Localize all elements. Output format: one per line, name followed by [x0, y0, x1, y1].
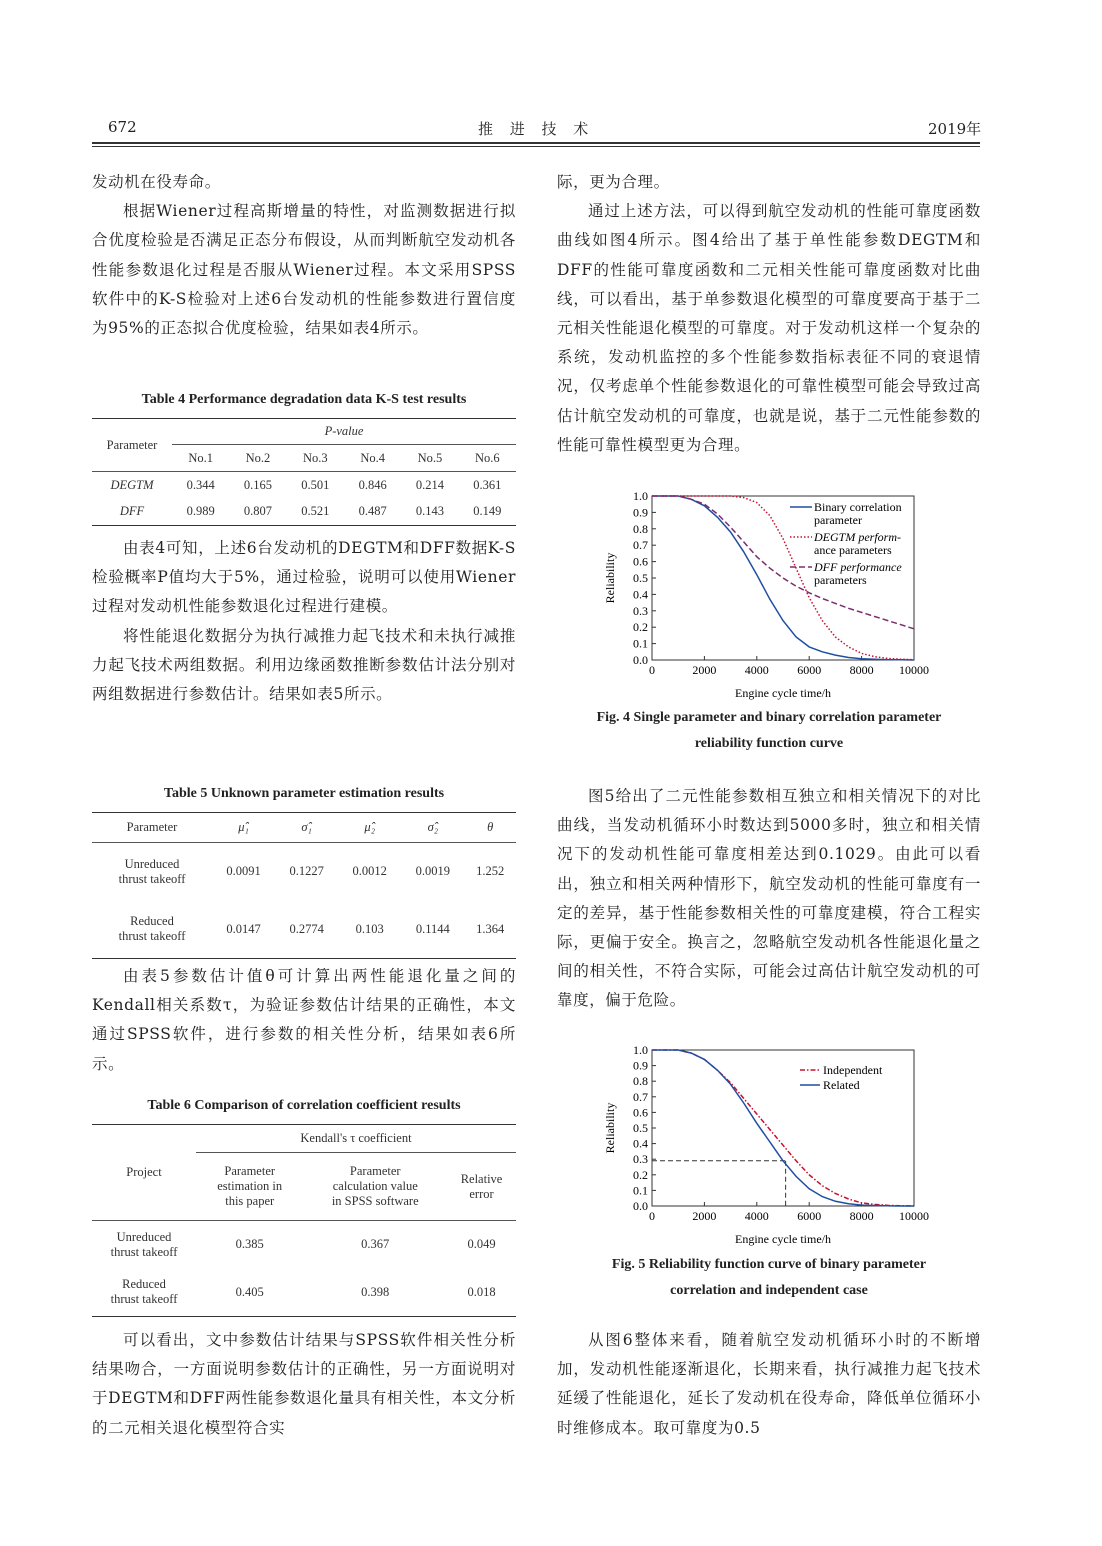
header-line: Parameter — [349, 1164, 401, 1178]
y-axis-label: Reliability — [603, 552, 617, 604]
x-tick-label: 6000 — [797, 1209, 822, 1223]
y-tick-label: 0.4 — [633, 1136, 648, 1151]
table-title: Table 5 Unknown parameter estimation results — [163, 786, 445, 801]
y-tick-label: 0.7 — [633, 1089, 648, 1104]
table-header: Parameter — [126, 820, 178, 834]
paragraph: 将性能退化数据分为执行减推力起飞技术和未执行减推力起飞技术两组数据。利用边缘函数推断参数估计法分别对两组数据进行参数估计。结果如表5所示。 — [92, 626, 516, 704]
paragraph: 发动机在役寿命。 — [92, 173, 221, 191]
y-axis-label: Reliability — [603, 1102, 617, 1154]
table-cell: 0.143 — [415, 504, 445, 519]
table-row — [92, 843, 516, 901]
header-rule-thin — [92, 146, 980, 147]
table-cell: 0.0012 — [352, 864, 387, 879]
table-header — [447, 1153, 516, 1221]
paragraph: 由表4可知，上述6台发动机的DEGTM和DFF数据K-S检验概率P值均大于5%，通过检验，说明可以使用Wiener过程对发动机性能参数退化过程进行建模。 — [92, 539, 516, 616]
y-tick-label: 0.6 — [633, 554, 648, 569]
table-title: Table 4 Performance degradation data K-S test results — [141, 392, 467, 407]
legend — [790, 500, 902, 587]
row-label: thrust takeoff — [110, 1292, 178, 1307]
table-header: θ — [487, 820, 494, 834]
table-header: No.1 — [188, 450, 213, 465]
series-line — [652, 496, 914, 660]
table-row — [92, 1269, 516, 1317]
table-cell: 0.361 — [473, 477, 502, 492]
legend-label: DFF performance — [814, 560, 902, 574]
table-cell — [92, 843, 212, 901]
table-header: σ̂₁ — [301, 820, 312, 834]
x-tick-label: 8000 — [849, 663, 874, 677]
figure-4-chart — [580, 486, 940, 704]
y-tick-label: 0.5 — [633, 1121, 648, 1135]
table-6 — [92, 1098, 516, 1317]
y-tick-label: 0.2 — [633, 620, 648, 635]
x-tick-label: 2000 — [692, 663, 717, 677]
table-header: P-value — [172, 419, 516, 445]
plot-frame — [652, 496, 914, 660]
table-cell: 0.398 — [361, 1284, 390, 1299]
right-column-bottom — [557, 1326, 981, 1443]
paragraph: 可以看出，文中参数估计结果与SPSS软件相关性分析结果吻合，一方面说明参数估计的正确性，另一方面说明对于DEGTM和DFF两性能参数退化量具有相关性，本文分析的二元相关退化模型符合实 — [92, 1331, 516, 1437]
page-number: 672 — [108, 118, 137, 136]
table-cell: 0.0019 — [415, 864, 451, 879]
caption-line: reliability function curve — [694, 736, 844, 751]
table-cell: 0.018 — [467, 1284, 496, 1299]
y-tick-label: 0.0 — [633, 1199, 648, 1213]
table-header: No.5 — [417, 450, 443, 465]
table-cell: 0.989 — [186, 504, 215, 519]
table-cell: 0.165 — [243, 477, 273, 492]
table-header: No.2 — [245, 450, 271, 465]
y-tick-label: 0.3 — [633, 603, 648, 618]
y-tick-label: 0.3 — [633, 1152, 648, 1167]
table-4 — [92, 392, 516, 526]
header-line: in SPSS software — [331, 1194, 419, 1208]
table-cell: 0.807 — [243, 504, 273, 519]
table-header: Kendall's τ coefficient — [196, 1125, 516, 1153]
left-column-mid — [92, 534, 516, 709]
y-tick-label: 0.1 — [633, 636, 648, 651]
figure-4-caption — [557, 705, 981, 757]
table-header: μ̂₂ — [364, 820, 376, 834]
paragraph: 由表5参数估计值θ可计算出两性能退化量之间的Kendall相关系数τ，为验证参数估计结果的正确性，本文通过SPSS软件，进行参数的相关性分析，结果如表6所示。 — [92, 967, 516, 1073]
series-line — [652, 496, 914, 660]
table-cell: 0.214 — [415, 477, 445, 492]
header-line: this paper — [225, 1194, 275, 1208]
row-label: thrust takeoff — [118, 929, 186, 944]
paragraph: 通过上述方法，可以得到航空发动机的性能可靠度函数曲线如图4所示。图4给出了基于单性能参数DEGTM和DFF的性能可靠度函数和二元相关性能可靠度函数对比曲线，可以看出，基于单参数退化模型的可靠度要高于基于二元相关性能退化模型的可靠度。对于发动机这样一个复杂的系统，发动机监控的多个性能参数指标表征不同的衰退情况，仅考虑单个性能参数退化的可靠性模型可能会导致过高估计航空发动机的可靠度，也就是说，基于二元性能参数的性能可靠性模型更为合理。 — [557, 202, 981, 454]
header-line: calculation value — [332, 1179, 418, 1193]
table-row — [92, 472, 516, 499]
paragraph: 从图6整体来看，随着航空发动机循环小时的不断增加，发动机性能逐渐退化，长期来看，执行减推力起飞技术延缓了性能退化，延长了发动机在役寿命，降低单位循环小时维修成本。取可靠度为0.5 — [557, 1331, 981, 1437]
table-header: μ̂₁ — [238, 820, 249, 834]
x-tick-label: 0 — [649, 663, 655, 677]
figure-5-chart — [580, 1040, 940, 1250]
header-line: Parameter — [224, 1164, 276, 1178]
right-column-top — [557, 168, 981, 460]
row-label: Reduced — [122, 1277, 166, 1292]
x-tick-label: 8000 — [849, 1209, 874, 1223]
table-header: No.4 — [360, 450, 385, 465]
table-row — [92, 1221, 516, 1269]
table-cell: 0.846 — [358, 477, 387, 492]
table-header: No.6 — [474, 450, 500, 465]
left-column-top — [92, 168, 516, 343]
y-tick-label: 0.9 — [633, 505, 648, 520]
x-tick-label: 0 — [649, 1209, 655, 1223]
table-header: Parameter — [92, 419, 172, 472]
header-line: estimation in — [217, 1179, 283, 1193]
x-axis-label: Engine cycle time/h — [735, 1232, 831, 1246]
caption-line: Fig. 4 Single parameter and binary correlation parameter — [596, 710, 942, 725]
table-cell: 0.501 — [301, 477, 330, 492]
x-tick-label: 10000 — [899, 1209, 929, 1223]
table-cell: 0.1227 — [289, 864, 324, 879]
y-tick-label: 0.8 — [633, 1074, 648, 1089]
figure-5-caption — [557, 1252, 981, 1304]
table-cell: 0.149 — [473, 504, 502, 519]
legend-label: parameters — [814, 573, 867, 587]
y-tick-label: 0.9 — [633, 1058, 648, 1073]
table-header — [303, 1153, 447, 1221]
year: 2019年 — [928, 120, 982, 138]
x-tick-label: 6000 — [797, 663, 822, 677]
table-cell: 0.405 — [235, 1284, 264, 1299]
table-cell: 1.252 — [476, 864, 505, 879]
header-line: Relative — [460, 1171, 503, 1186]
table-cell: 0.367 — [361, 1237, 390, 1252]
legend-label: ance parameters — [814, 543, 892, 557]
table-cell — [92, 901, 212, 959]
caption-line: correlation and independent case — [670, 1283, 868, 1298]
paragraph: 图5给出了二元性能参数相互独立和相关情况下的对比曲线，当发动机循环小时数达到5000多时，独立和相关情况下的发动机性能可靠度相差达到0.1029。由此可以看出，独立和相关两种情形下，航空发动机的性能可靠度有一定的差异，基于性能参数相关性的可靠度建模，符合工程实际，更偏于安全。换言之，忽略航空发动机各性能退化量之间的相关性，不符合实际，可能会过高估计航空发动机的可靠度，偏于危险。 — [557, 787, 981, 1010]
right-column-mid — [557, 782, 981, 1016]
table-cell: 1.364 — [476, 921, 505, 936]
table-cell: 0.0091 — [226, 864, 261, 879]
paragraph: 际，更为合理。 — [557, 173, 670, 191]
x-tick-label: 4000 — [744, 663, 769, 677]
legend — [800, 1063, 883, 1092]
caption-line: Fig. 5 Reliability function curve of binary parameter — [611, 1257, 927, 1272]
legend-label: Independent — [823, 1063, 883, 1077]
table-cell: 0.103 — [355, 921, 384, 936]
table-cell: 0.487 — [358, 504, 387, 519]
left-column-bottom — [92, 1326, 516, 1443]
journal-name: 推 进 技 术 — [478, 120, 595, 138]
row-label: Reduced — [130, 914, 174, 929]
row-label: Unreduced — [124, 856, 180, 871]
table-title: Table 6 Comparison of correlation coefficient results — [147, 1098, 461, 1113]
y-tick-label: 0.5 — [633, 571, 648, 585]
row-label: thrust takeoff — [110, 1244, 178, 1259]
paragraph: 根据Wiener过程高斯增量的特性，对监测数据进行拟合优度检验是否满足正态分布假设，从而判断航空发动机各性能参数退化过程是否服从Wiener过程。本文采用SPSS软件中的K-S检验对上述6台发动机的性能参数进行置信度为95%的正态拟合优度检验，结果如表4所示。 — [92, 202, 516, 338]
x-axis-label: Engine cycle time/h — [735, 686, 831, 700]
table-cell: 0.049 — [467, 1237, 496, 1252]
table-cell: 0.1144 — [415, 921, 450, 936]
table-header: Project — [92, 1125, 196, 1221]
y-tick-label: 0.8 — [633, 521, 648, 536]
table-cell: 0.521 — [301, 504, 330, 519]
row-label: Unreduced — [116, 1229, 172, 1244]
y-tick-label: 0.0 — [633, 653, 648, 667]
y-tick-label: 0.2 — [633, 1167, 648, 1182]
y-tick-label: 1.0 — [633, 489, 648, 503]
table-cell: 0.2774 — [289, 921, 324, 936]
header-line: error — [469, 1186, 494, 1201]
table-cell: 0.0147 — [226, 921, 261, 936]
table-header — [196, 1153, 303, 1221]
table-cell: DFF — [119, 504, 145, 519]
row-label: thrust takeoff — [118, 871, 186, 886]
table-cell: DEGTM — [110, 477, 154, 492]
y-tick-label: 1.0 — [633, 1043, 648, 1057]
x-tick-label: 10000 — [899, 663, 929, 677]
y-tick-label: 0.1 — [633, 1183, 648, 1198]
x-tick-label: 2000 — [692, 1209, 717, 1223]
legend-label: DEGTM perform- — [814, 530, 901, 544]
table-cell — [92, 1269, 196, 1317]
y-tick-label: 0.4 — [633, 587, 648, 602]
header-rule — [92, 142, 980, 144]
table-header: No.3 — [302, 450, 328, 465]
table-5 — [92, 786, 516, 959]
table-row — [92, 901, 516, 959]
left-column-lower — [92, 962, 516, 1079]
y-tick-label: 0.7 — [633, 538, 648, 553]
table-cell — [92, 1221, 196, 1269]
table-cell: 0.385 — [235, 1237, 264, 1252]
y-tick-label: 0.6 — [633, 1105, 648, 1120]
legend-label: Related — [823, 1078, 860, 1092]
legend-label: Binary correlation — [814, 500, 902, 514]
table-cell: 0.344 — [186, 477, 215, 492]
table-row — [92, 499, 516, 526]
x-tick-label: 4000 — [744, 1209, 769, 1223]
legend-label: parameter — [814, 513, 862, 527]
table-header: σ̂₂ — [427, 820, 439, 834]
